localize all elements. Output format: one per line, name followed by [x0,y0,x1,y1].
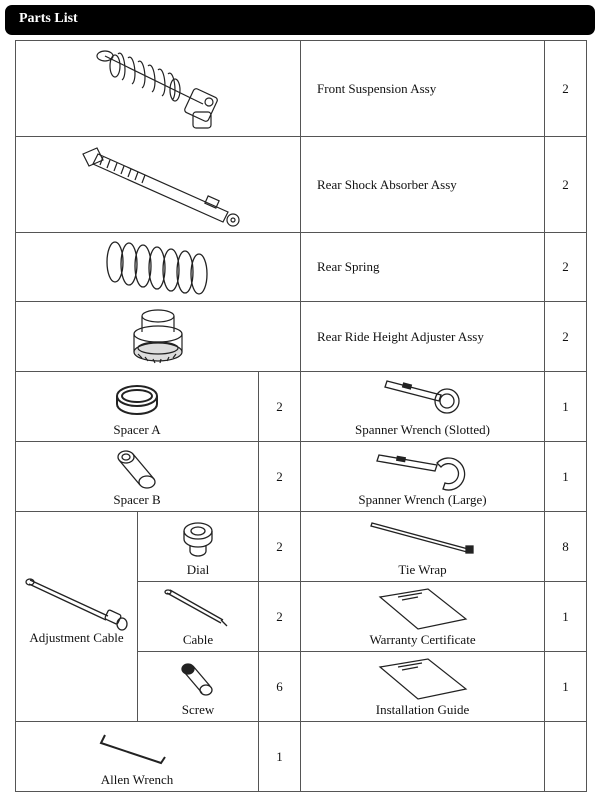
part-name: Rear Spring [301,233,545,302]
image-cell [16,442,259,512]
empty-cell [301,722,545,792]
table-row [16,722,587,792]
part-name: Rear Shock Absorber Assy [301,137,545,233]
table-row [16,512,587,582]
part-qty: 2 [259,582,301,652]
rear-shock-icon [68,140,248,230]
front-suspension-icon [83,44,233,134]
ride-height-adjuster-icon [123,304,193,370]
spanner-wrench-large-icon [375,447,471,491]
part-name: Screw [181,702,215,717]
page-title: Parts List [19,11,78,26]
parts-table [15,40,587,792]
table-row [16,233,587,302]
image-cell [138,582,259,652]
document-icon [378,657,468,701]
part-qty: 1 [545,652,587,722]
part-name: Front Suspension Assy [301,41,545,137]
image-cell [16,512,138,722]
cable-icon [163,589,233,629]
document-icon [378,587,468,631]
image-cell [138,512,259,582]
part-qty: 2 [545,233,587,302]
part-name: Adjustment Cable [29,630,124,645]
tie-wrap-icon [368,519,478,559]
image-cell [301,582,545,652]
part-name: Cable [182,632,214,647]
part-name: Spacer B [113,492,161,507]
table-row [16,137,587,233]
image-cell [16,137,301,233]
part-qty: 2 [545,41,587,137]
part-qty: 2 [259,442,301,512]
part-name: Spanner Wrench (Slotted) [355,422,490,437]
table-row [16,372,587,442]
image-cell [138,652,259,722]
part-name: Rear Ride Height Adjuster Assy [301,302,545,372]
part-name: Spacer A [113,422,161,437]
table-row [16,442,587,512]
screw-icon [178,659,218,699]
image-cell [301,652,545,722]
empty-cell [545,722,587,792]
image-cell [16,372,259,442]
spacer-ring-icon [112,379,162,419]
adjustment-cable-icon [22,572,132,632]
dial-icon [178,519,218,559]
part-qty: 8 [545,512,587,582]
part-name: Tie Wrap [398,562,447,577]
part-qty: 1 [545,442,587,512]
part-qty: 1 [545,372,587,442]
part-qty: 1 [545,582,587,652]
table-row [16,41,587,137]
part-qty: 2 [545,302,587,372]
part-qty: 2 [259,512,301,582]
part-name: Allen Wrench [100,772,174,787]
image-cell [16,722,259,792]
spanner-wrench-icon [383,377,463,421]
allen-wrench-icon [97,729,177,769]
part-qty: 6 [259,652,301,722]
table-row [16,302,587,372]
spacer-tube-icon [112,447,162,491]
spring-icon [103,236,213,298]
image-cell [301,512,545,582]
part-qty: 1 [259,722,301,792]
image-cell [16,41,301,137]
part-name: Warranty Certificate [369,632,476,647]
image-cell [301,442,545,512]
part-qty: 2 [545,137,587,233]
parts-list-header [5,5,595,35]
image-cell [16,233,301,302]
part-name: Dial [186,562,210,577]
image-cell [301,372,545,442]
image-cell [16,302,301,372]
part-qty: 2 [259,372,301,442]
part-name: Installation Guide [375,702,470,717]
part-name: Spanner Wrench (Large) [358,492,487,507]
